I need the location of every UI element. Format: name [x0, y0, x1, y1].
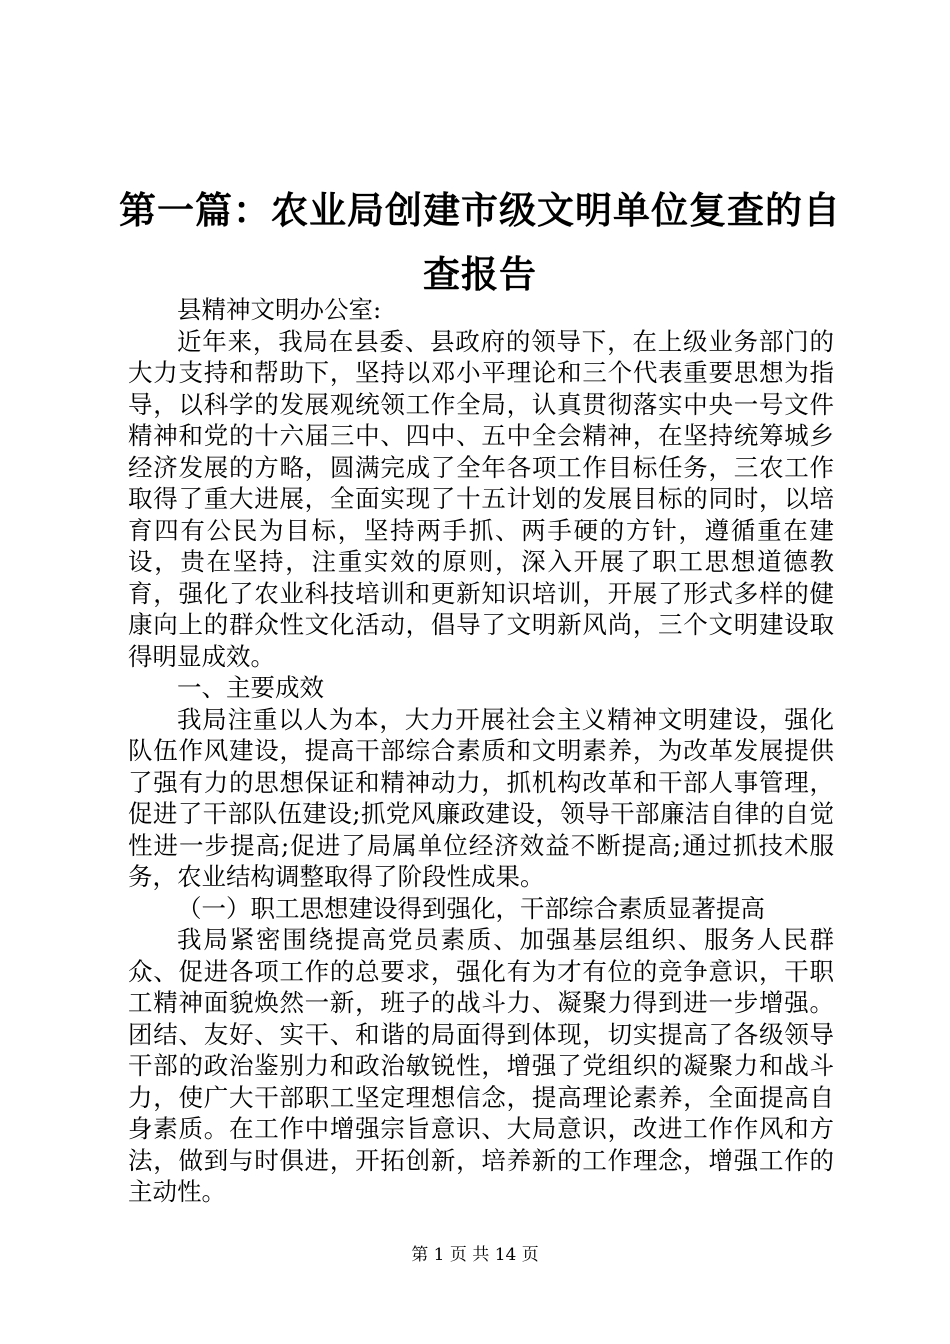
section-heading: 一、主要成效 [177, 673, 324, 702]
body-paragraph: 我局紧密围绕提高党员素质、加强基层组织、服务人民群众、促进各项工作的总要求，强化有为才有位的竞争意识，干职工精神面貌焕然一新，班子的战斗力、凝聚力得到进一步增强。团结、友好、实干、和谐的局面得到体现，切实提高了各级领导干部的政治鉴别力和政治敏锐性，增强了党组织的凝聚力和战斗力，使广大干部职工坚定理想信念，提高理论素养，全面提高自身素质。在工作中增强宗旨意识、大局意识，改进工作作风和方法，做到与时俱进，开拓创新，培养新的工作理念，增强工作的主动性。 [128, 925, 834, 1206]
body-paragraph: 近年来，我局在县委、县政府的领导下，在上级业务部门的大力支持和帮助下，坚持以邓小平理论和三个代表重要思想为指导，以科学的发展观统领工作全局，认真贯彻落实中央一号文件精神和党的十六届三中、四中、五中全会精神，在坚持统筹城乡经济发展的方略，圆满完成了全年各项工作目标任务，三农工作取得了重大进展，全面实现了十五计划的发展目标的同时，以培育四有公民为目标，坚持两手抓、两手硬的方针，遵循重在建设，贵在坚持，注重实效的原则，深入开展了职工思想道德教育，强化了农业科技培训和更新知识培训，开展了形式多样的健康向上的群众性文化活动，倡导了文明新风尚，三个文明建设取得明显成效。 [128, 326, 834, 671]
salutation: 县精神文明办公室: [177, 295, 382, 324]
subsection-heading: （一）职工思想建设得到强化，干部综合素质显著提高 [177, 893, 765, 923]
document-body [128, 294, 834, 1208]
document-title: 第一篇：农业局创建市级文明单位复查的自查报告 [119, 188, 841, 296]
body-paragraph: 我局注重以人为本，大力开展社会主义精神文明建设，强化队伍作风建设，提高干部综合素质和文明素养，为改革发展提供了强有力的思想保证和精神动力，抓机构改革和干部人事管理，促进了干部队伍建设;抓党风廉政建设，领导干部廉洁自律的自觉性进一步提高;促进了局属单位经济效益不断提高;通过抓技术服务，农业结构调整取得了阶段性成果。 [128, 704, 834, 891]
page-number-footer: 第 1 页 共 14 页 [411, 1245, 539, 1265]
